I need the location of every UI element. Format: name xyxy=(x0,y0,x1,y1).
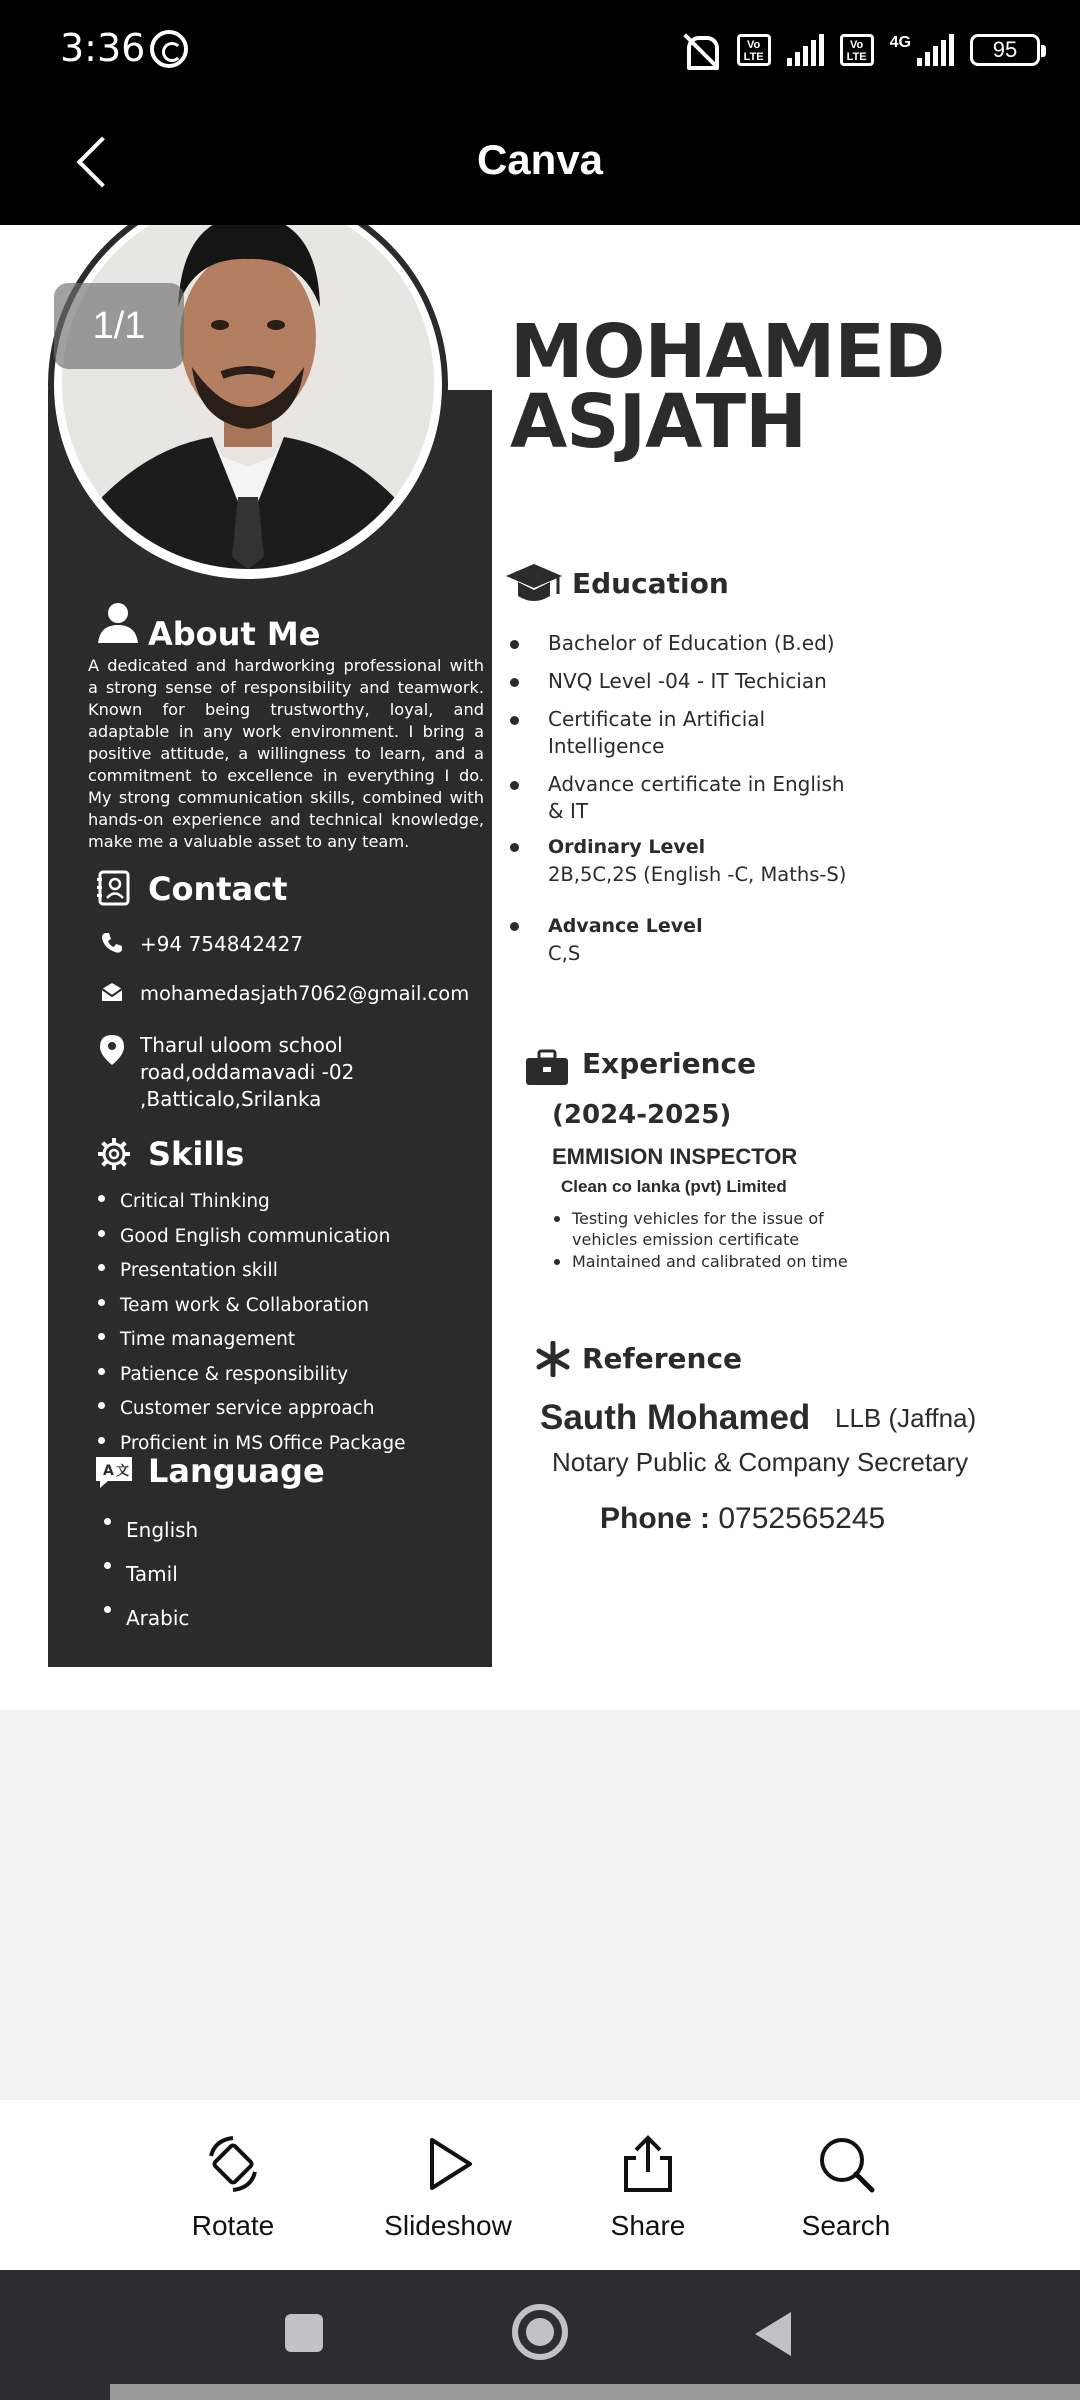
skill-item: Critical Thinking xyxy=(96,1185,405,1220)
advance-level-title: Advance Level xyxy=(548,915,703,937)
signal-icon xyxy=(917,34,954,66)
experience-duties xyxy=(550,1208,850,1272)
slideshow-label: Slideshow xyxy=(384,2210,512,2241)
document-viewer[interactable] xyxy=(0,225,1080,2100)
play-icon xyxy=(416,2132,480,2196)
share-button[interactable] xyxy=(548,2132,748,2242)
gesture-bar xyxy=(110,2384,1080,2400)
advance-level-value: C,S xyxy=(548,942,581,965)
rotate-icon xyxy=(201,2132,265,2196)
education-title: Education xyxy=(572,567,729,600)
about-text: A dedicated and hardworking professional with a strong sense of responsibility and teamwork. Known for being trustworthy, loyal, and adaptable in any work environment. I bring a positive attitude, a willingness to learn, and a commitment to excellence in everything I do. My strong communication skills, combined with hands-on experience and technical knowledge, make me a valuable asset to any team. xyxy=(88,656,484,851)
education-item: NVQ Level -04 - IT Techician xyxy=(506,668,846,695)
slideshow-button[interactable] xyxy=(348,2132,548,2242)
status-time: 3:36 xyxy=(60,26,146,70)
experience-title: Experience xyxy=(582,1047,757,1080)
skill-item: Patience & responsibility xyxy=(96,1358,405,1393)
home-button[interactable] xyxy=(512,2304,568,2360)
experience-role: EMMISION INSPECTOR xyxy=(552,1144,798,1169)
experience-period: (2024-2025) xyxy=(552,1100,732,1130)
share-label: Share xyxy=(610,2210,686,2241)
ordinary-level-title: Ordinary Level xyxy=(548,836,706,858)
app-title: Canva xyxy=(476,136,604,183)
svg-text:A: A xyxy=(103,1463,114,1479)
reference-title: Reference xyxy=(582,1342,743,1375)
reference-position: Notary Public & Company Secretary xyxy=(552,1447,969,1477)
language-item: English xyxy=(102,1508,198,1552)
contact-title: Contact xyxy=(148,870,288,908)
search-button[interactable] xyxy=(746,2132,946,2242)
skill-item: Team work & Collaboration xyxy=(96,1289,405,1324)
contact-phone: +94 754842427 xyxy=(140,932,304,956)
skill-item: Presentation skill xyxy=(96,1254,405,1289)
name-first: MOHAMED xyxy=(510,309,945,395)
whatsapp-icon xyxy=(150,30,188,68)
page-indicator: 1/1 xyxy=(54,283,184,369)
language-title: Language xyxy=(148,1452,325,1490)
rotate-button[interactable] xyxy=(133,2132,333,2242)
education-item: Certificate in Artificial Intelligence xyxy=(506,706,846,760)
reference-name: Sauth Mohamed xyxy=(540,1398,811,1437)
status-bar xyxy=(0,0,1080,100)
skill-item: Proficient in MS Office Package xyxy=(96,1427,405,1462)
language-item: Arabic xyxy=(102,1596,198,1640)
resume-name xyxy=(510,309,945,465)
skill-item: Customer service approach xyxy=(96,1392,405,1427)
education-item: Bachelor of Education (B.ed) xyxy=(506,630,846,657)
app-bar xyxy=(0,100,1080,225)
bottom-toolbar xyxy=(0,2100,1080,2270)
reference-phone xyxy=(600,1502,885,1536)
contact-book-icon xyxy=(96,870,132,906)
back-button[interactable] xyxy=(755,2312,791,2356)
gear-icon xyxy=(96,1136,132,1172)
reference-phone-value: 0752565245 xyxy=(718,1502,886,1535)
contact-email: mohamedasjath7062@gmail.com xyxy=(140,982,470,1005)
network-type: 4G xyxy=(889,34,911,51)
mute-icon xyxy=(679,30,721,70)
education-item: Advance certificate in English & IT xyxy=(506,771,846,825)
status-icons xyxy=(679,30,1040,70)
reference-phone-label: Phone : xyxy=(600,1502,710,1535)
contact-address: Tharul uloom school road,oddamavadi -02 ,Batticalo,Srilanka xyxy=(140,1033,355,1111)
name-last: ASJATH xyxy=(510,379,807,465)
asterisk-icon xyxy=(535,1341,571,1377)
skill-item: Good English communication xyxy=(96,1220,405,1255)
phone-icon xyxy=(100,931,124,955)
reference-qualification: LLB (Jaffna) xyxy=(835,1403,977,1433)
person-icon xyxy=(96,601,140,645)
recent-apps-button[interactable] xyxy=(285,2314,323,2352)
resume-page[interactable] xyxy=(0,225,1080,1710)
bullet xyxy=(510,922,519,931)
volte-icon: Vo LTE xyxy=(737,34,771,66)
about-title: About Me xyxy=(148,615,321,653)
skills-list xyxy=(96,1185,405,1461)
skill-item: Time management xyxy=(96,1323,405,1358)
share-icon xyxy=(616,2132,680,2196)
volte-icon: Vo LTE xyxy=(840,34,874,66)
translate-icon xyxy=(94,1455,134,1489)
ordinary-level-value: 2B,5C,2S (English -C, Maths-S) xyxy=(548,863,847,886)
battery-icon: 95 xyxy=(970,34,1040,66)
rotate-label: Rotate xyxy=(191,2210,275,2241)
bullet xyxy=(510,843,519,852)
skills-title: Skills xyxy=(148,1135,245,1173)
location-pin-icon xyxy=(100,1035,124,1065)
search-label: Search xyxy=(801,2210,891,2241)
svg-text:文: 文 xyxy=(116,1464,130,1479)
language-list xyxy=(102,1508,198,1640)
experience-duty-item: Maintained and calibrated on time xyxy=(550,1251,850,1272)
email-icon xyxy=(100,981,124,1003)
signal-icon xyxy=(787,34,824,66)
language-item: Tamil xyxy=(102,1552,198,1596)
education-list xyxy=(506,630,846,825)
graduation-cap-icon xyxy=(504,560,564,608)
experience-company: Clean co lanka (pvt) Limited xyxy=(561,1177,787,1196)
experience-duty-item: Testing vehicles for the issue of vehicles emission certificate xyxy=(550,1208,850,1250)
briefcase-icon xyxy=(524,1049,570,1087)
search-icon xyxy=(814,2132,878,2196)
system-navigation-bar xyxy=(0,2270,1080,2400)
